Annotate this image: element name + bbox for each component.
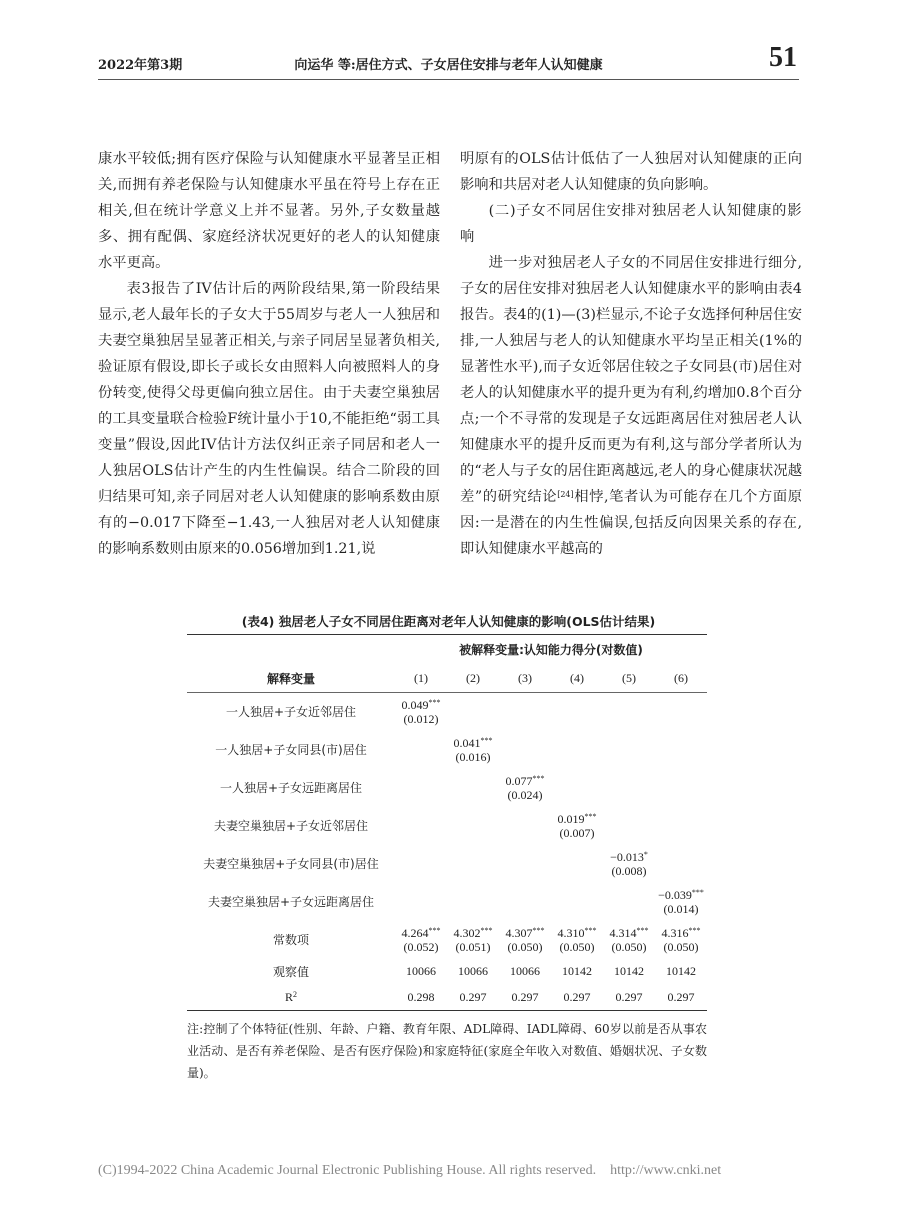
table-caption: (表4) 独居老人子女不同居住距离对老年人认知健康的影响(OLS估计结果) (241, 614, 656, 629)
table-cell (551, 845, 603, 883)
table-cell (499, 883, 551, 921)
table-cell (395, 883, 447, 921)
citation-ref: [24] (557, 490, 574, 499)
paragraph: 康水平较低;拥有医疗保险与认知健康水平显著呈正相关,而拥有养老保险与认知健康水平虽在符号上存在正相关,但在统计学意义上并不显著。另外,子女数量越多、拥有配偶、家庭经济状况更好的老人的认知健康水平更高。 (98, 151, 440, 271)
table-cell: 0.297 (551, 985, 603, 1011)
paragraph: 表3报告了IV估计后的两阶段结果,第一阶段结果显示,老人最年长的子女大于55周岁与老人一人独居和夫妻空巢独居呈显著正相关,与亲子同居呈显著负相关,验证原有假设,即长子或长女由照料人向被照料人的身份转变,使得父母更偏向独立居住。由于夫妻空巢独居的工具变量联合检验F统计量小于10,不能拒绝“弱工具变量”假设,因此IV估计方法仅纠正亲子同居和老人一人独居OLS估计产生的内生性偏误。结合二阶段的回归结果可知,亲子同居对老人认知健康的影响系数由原有的−0.017下降至−1.43,一人独居对老人认知健康的影响系数则由原来的0.056增加到1.21,说 (98, 281, 440, 557)
table-cell: 0.077*** (0.024) (505, 773, 545, 802)
table-cell (655, 807, 707, 845)
table-cell (551, 883, 603, 921)
table-cell (447, 807, 499, 845)
row-label: $R^2$ (187, 985, 395, 1011)
running-title: 向运华 等:居住方式、子女居住安排与老年人认知健康 (294, 58, 603, 73)
table-cell (395, 807, 447, 845)
table-cell (655, 769, 707, 807)
table-cell: 4.264*** (0.052) (401, 925, 441, 954)
table-cell: 4.302*** (0.051) (453, 925, 493, 954)
row-label: 一人独居+子女同县(市)居住 (215, 743, 367, 757)
table-cell: 10066 (458, 964, 488, 978)
table-cell: −0.013* (0.008) (610, 849, 648, 878)
paragraph-text: 进一步对独居老人子女的不同居住安排进行细分,子女的居住安排对独居老人认知健康水平的影响由表4报告。表4的(1)—(3)栏显示,不论子女选择何种居住安排,一人独居与老人的认知健康水平均呈正相关(1%的显著性水平),而子女近邻居住较之子女同县(市)居住对老人的认知健康水平的提升更为有利,约增加0.8个百分点;一个不寻常的发现是子女远距离居住对独居老人认知健康水平的提升反而更为有利,这与部分学者所认为的“老人与子女的居住距离越远,老人的身心健康状况越差”的研究结论 (460, 255, 802, 505)
table-cell: 4.307*** (0.050) (505, 925, 545, 954)
table-cell (655, 693, 707, 731)
row-label: 一人独居+子女远距离居住 (219, 781, 363, 795)
row-label: 夫妻空巢独居+子女远距离居住 (207, 895, 375, 909)
table-row (187, 769, 707, 807)
table-cell: 10142 (562, 964, 592, 978)
table-cell: 0.297 (603, 985, 655, 1011)
table-row (187, 921, 707, 959)
row-label: 观察值 (272, 965, 309, 979)
table-cell (499, 731, 551, 769)
column-header: (1) (395, 665, 447, 693)
row-label: 一人独居+子女近邻居住 (225, 705, 357, 720)
table-cell: 10066 (510, 964, 540, 978)
section-heading: (二)子女不同居住安排对独居老人认知健康的影响 (460, 203, 802, 245)
left-column (98, 146, 440, 562)
table-cell (603, 693, 655, 731)
table-cell: 0.297 (499, 985, 551, 1011)
table-cell (603, 731, 655, 769)
table-cell (551, 693, 603, 731)
table-cell: 10142 (614, 964, 644, 978)
table-cell: 4.316*** (0.050) (661, 925, 701, 954)
table-cell (395, 769, 447, 807)
table-cell (603, 769, 655, 807)
table-cell (655, 845, 707, 883)
var-header: 解释变量 (187, 665, 395, 693)
table-cell (447, 883, 499, 921)
column-header: (6) (655, 665, 707, 693)
table-cell (447, 845, 499, 883)
table-cell (551, 769, 603, 807)
table-cell: 10066 (406, 964, 436, 978)
table-row (187, 731, 707, 769)
table-cell (603, 807, 655, 845)
paragraph (460, 250, 802, 562)
table-cell (603, 883, 655, 921)
table-row (187, 959, 707, 985)
table-cell (551, 731, 603, 769)
paragraph-text: 相悖,笔者认为可能存在几个方面原因:一是潜在的内生性偏误,包括反向因果关系的存在,即认知健康水平越高的 (460, 489, 803, 557)
table-cell: 0.049*** (0.012) (401, 697, 441, 726)
table-row (187, 845, 707, 883)
table-row (187, 693, 707, 731)
table-cell: 0.297 (655, 985, 707, 1011)
table-cell (499, 807, 551, 845)
table-note: 注:控制了个体特征(性别、年龄、户籍、教育年限、ADL障碍、IADL障碍、60岁以前是否从事农业活动、是否有养老保险、是否有医疗保险)和家庭特征(家庭全年收入对数值、婚姻状况、子女数量)。 (187, 1022, 707, 1080)
column-header: (4) (551, 665, 603, 693)
table-cell: 0.297 (447, 985, 499, 1011)
table-header-row (187, 665, 707, 693)
issue-label: 2022年第3期 (98, 58, 183, 73)
paragraph: 明原有的OLS估计低估了一人独居对认知健康的正向影响和共居对老人认知健康的负向影响。 (460, 151, 802, 193)
table-cell (395, 731, 447, 769)
dependent-variable-label: 被解释变量:认知能力得分(对数值) (395, 635, 707, 665)
table-cell: 0.298 (395, 985, 447, 1011)
table-row (187, 807, 707, 845)
header-rule (98, 79, 799, 80)
row-label: 夫妻空巢独居+子女同县(市)居住 (203, 857, 379, 871)
row-label: 夫妻空巢独居+子女近邻居住 (213, 819, 369, 833)
table-cell (499, 693, 551, 731)
table-cell (499, 845, 551, 883)
table-row (187, 635, 707, 665)
column-header: (2) (447, 665, 499, 693)
table-cell: 10142 (666, 964, 696, 978)
table-row (187, 883, 707, 921)
table-cell: 0.019*** (0.007) (557, 811, 597, 840)
table-cell: 4.310*** (0.050) (557, 925, 597, 954)
table-cell (447, 693, 499, 731)
table-cell: 0.041*** (0.016) (453, 735, 493, 764)
table-cell (447, 769, 499, 807)
right-column (460, 146, 802, 562)
table-cell: −0.039*** (0.014) (658, 887, 704, 916)
table-cell: 4.314*** (0.050) (609, 925, 649, 954)
table-row (187, 985, 707, 1011)
column-header: (3) (499, 665, 551, 693)
page-number: 51 (769, 42, 797, 73)
table-cell (395, 845, 447, 883)
copyright-footer: (C)1994-2022 China Academic Journal Electronic Publishing House. All rights reserved. http://www.cnki.net (98, 1163, 722, 1178)
table-cell (655, 731, 707, 769)
row-label: 常数项 (272, 933, 309, 947)
regression-table (187, 634, 707, 1011)
column-header: (5) (603, 665, 655, 693)
